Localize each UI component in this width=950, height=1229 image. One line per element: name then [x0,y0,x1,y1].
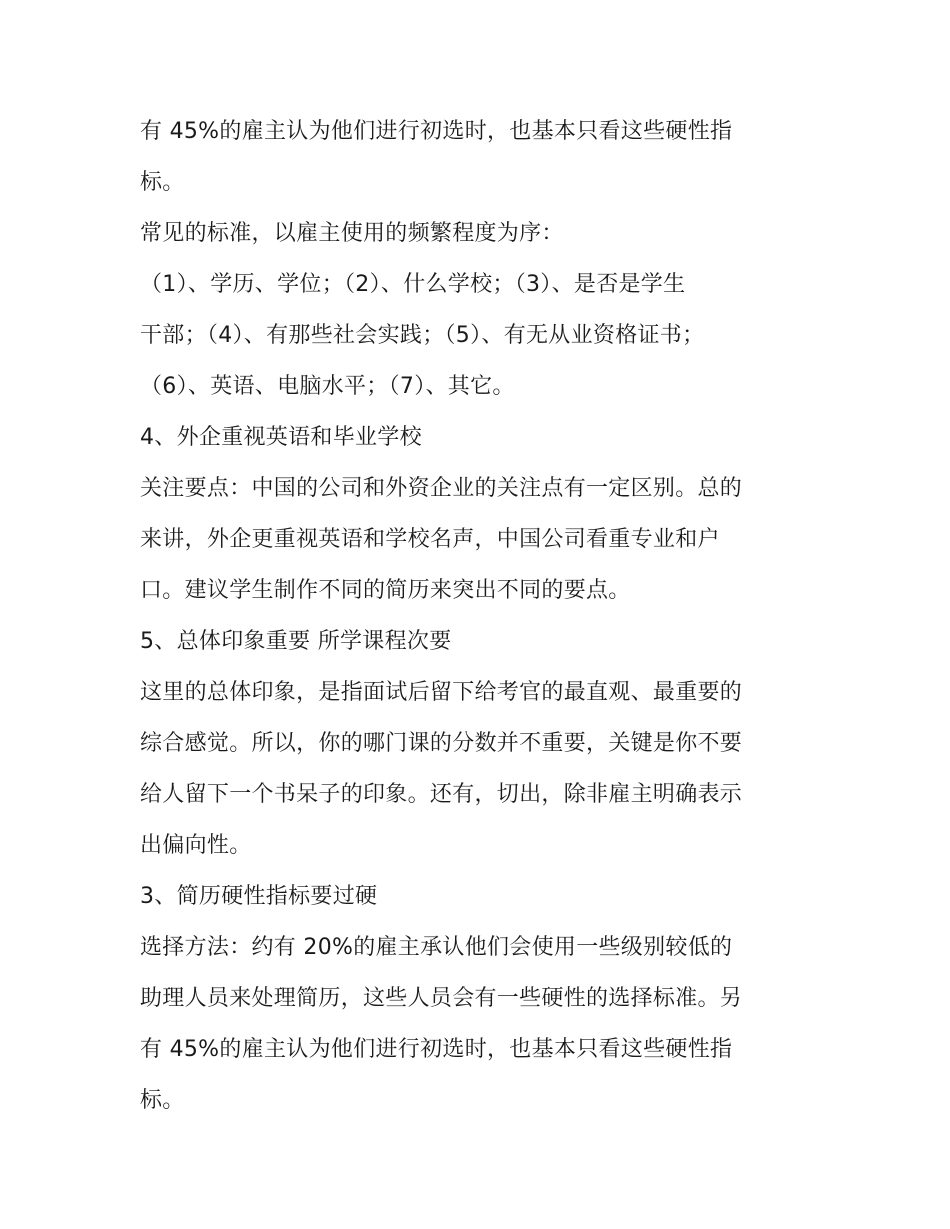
text-line: 关注要点：中国的公司和外资企业的关注点有一定区别。总的 [140,476,743,501]
text-line: 常见的标准，以雇主使用的频繁程度为序： [140,221,564,246]
text-line: 有 45%的雇主认为他们进行初选时，也基本只看这些硬性指 [140,1037,733,1062]
text-line: 出偏向性。 [140,833,252,858]
text-line: 给人留下一个书呆子的印象。还有，切出，除非雇主明确表示 [140,782,743,807]
text-line: 标。 [140,170,185,195]
text-line: 标。 [140,1088,185,1113]
document-body [140,106,820,1126]
text-line: 口。建议学生制作不同的简历来突出不同的要点。 [140,578,631,603]
text-line: 有 45%的雇主认为他们进行初选时，也基本只看这些硬性指 [140,119,733,144]
section-heading: 3、简历硬性指标要过硬 [140,884,378,909]
text-line: 来讲，外企更重视英语和学校名声，中国公司看重专业和户 [140,527,720,552]
text-line: 选择方法：约有 20%的雇主承认他们会使用一些级别较低的 [140,935,733,960]
section-heading: 4、外企重视英语和毕业学校 [140,425,422,450]
text-line: （1）、学历、学位；（2）、什么学校；（3）、是否是学生 [140,272,686,297]
section-heading: 5、总体印象重要 所学课程次要 [140,629,452,654]
text-line: 干部；（4）、有那些社会实践；（5）、有无从业资格证书； [140,323,705,348]
text-line: （6）、英语、电脑水平；（7）、其它。 [140,374,515,399]
text-line: 这里的总体印象，是指面试后留下给考官的最直观、最重要的 [140,680,743,705]
text-line: 综合感觉。所以，你的哪门课的分数并不重要，关键是你不要 [140,731,743,756]
text-line: 助理人员来处理简历，这些人员会有一些硬性的选择标准。另 [140,986,743,1011]
